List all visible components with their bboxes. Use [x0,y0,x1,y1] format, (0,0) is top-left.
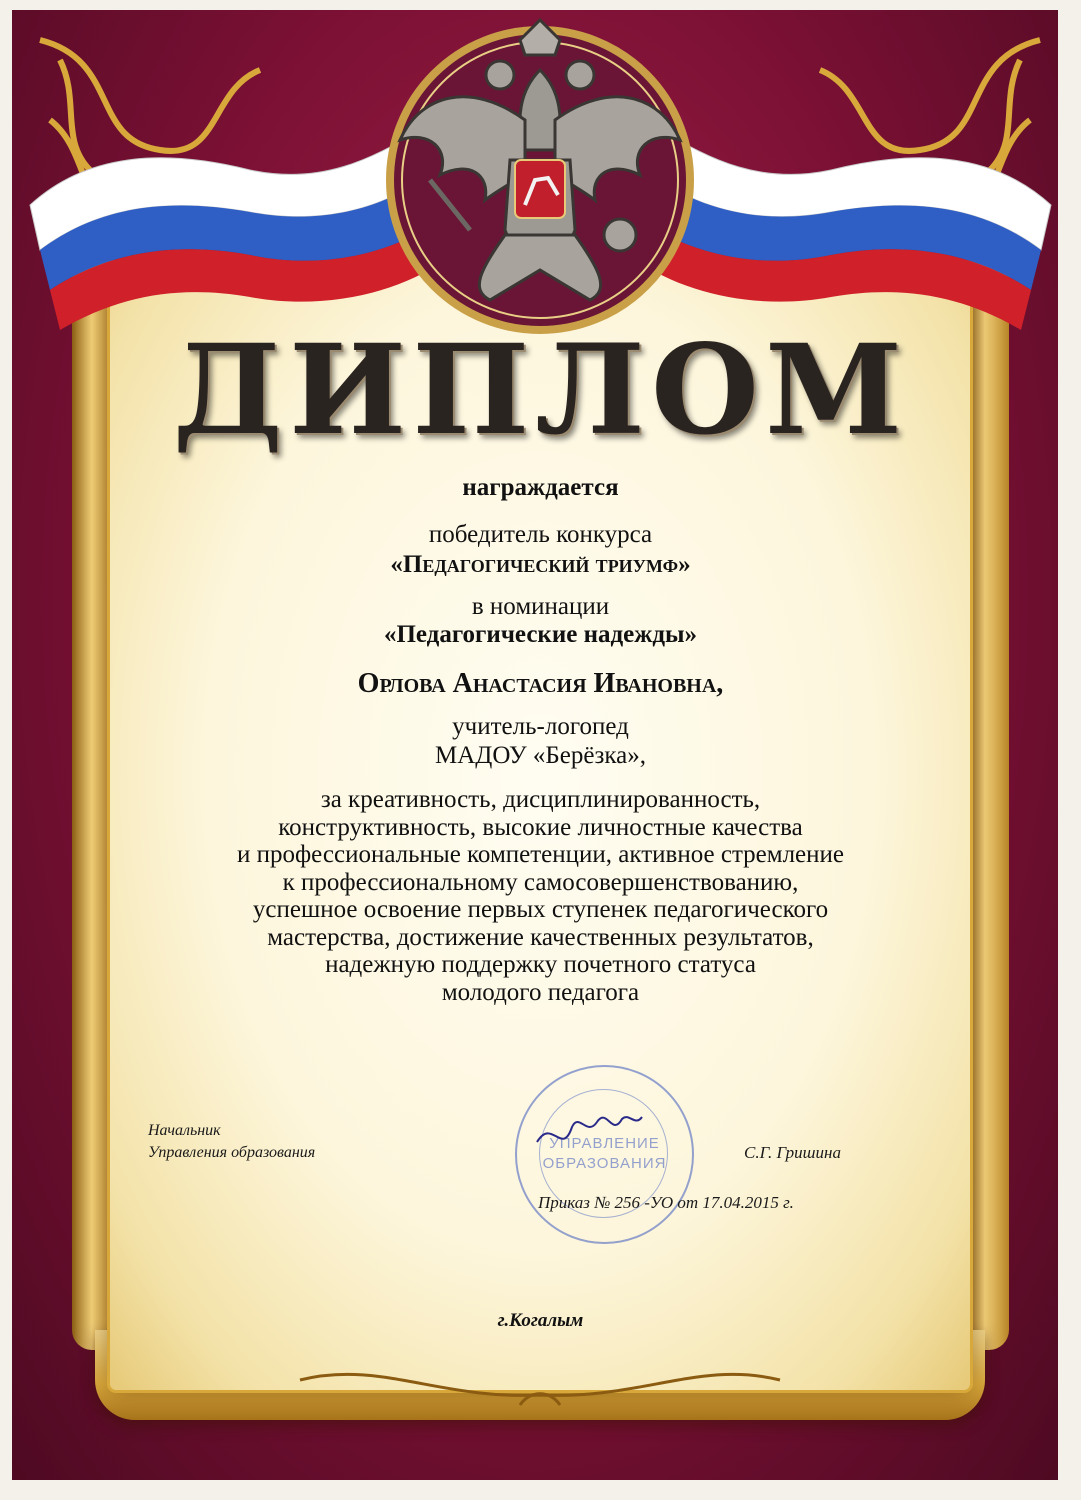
merits-block [0,786,1081,1006]
diploma-title: ДИПЛОМ [172,318,909,463]
official-stamp [515,1065,694,1244]
merit-line: и профессиональные компетенции, активное стремление [236,841,845,868]
signatory-title-line1: Начальник [148,1122,221,1139]
coat-of-arms-icon [390,20,690,330]
recipient-organization: МАДОУ «Берёзка», [435,742,646,769]
contest-name: «Педагогический триумф» [390,551,691,578]
signatory-title [148,1120,315,1164]
nomination-name: «Педагогические надежды» [383,621,698,648]
recipient-name: Орлова Анастасия Ивановна, [357,668,724,699]
merit-line: к профессиональному самосовершенствованию, [282,868,799,896]
awarded-label: награждается [462,474,619,501]
contest-intro: победитель конкурса [428,521,653,548]
merit-line: надежную поддержку почетного статуса [325,951,756,978]
signature-scribble-icon [517,1067,692,1242]
flag-ribbon-left [30,130,445,330]
flag-ribbon-right [636,130,1051,330]
city-name: г.Когалым [497,1310,584,1331]
merit-line: конструктивность, высокие личностные качества [278,813,803,841]
stamp-center-line2: ОБРАЗОВАНИЯ [542,1155,667,1172]
stamp-center-line1: УПРАВЛЕНИЕ [549,1135,660,1152]
merit-line: мастерства, достижение качественных результатов, [267,923,814,951]
merit-line: успешное освоение первых ступенек педагогического [252,896,829,923]
bottom-scroll-ornament [300,1374,780,1405]
signatory-name: С.Г. Гришина [744,1143,841,1162]
merit-line: молодого педагога [441,978,640,1006]
order-reference: Приказ № 256 -УО от 17.04.2015 г. [538,1193,794,1212]
recipient-position: учитель-логопед [452,713,629,740]
nomination-intro: в номинации [471,593,610,620]
merit-line: за креативность, дисциплинированность, [320,786,761,813]
signatory-title-line2: Управления образования [148,1144,316,1161]
